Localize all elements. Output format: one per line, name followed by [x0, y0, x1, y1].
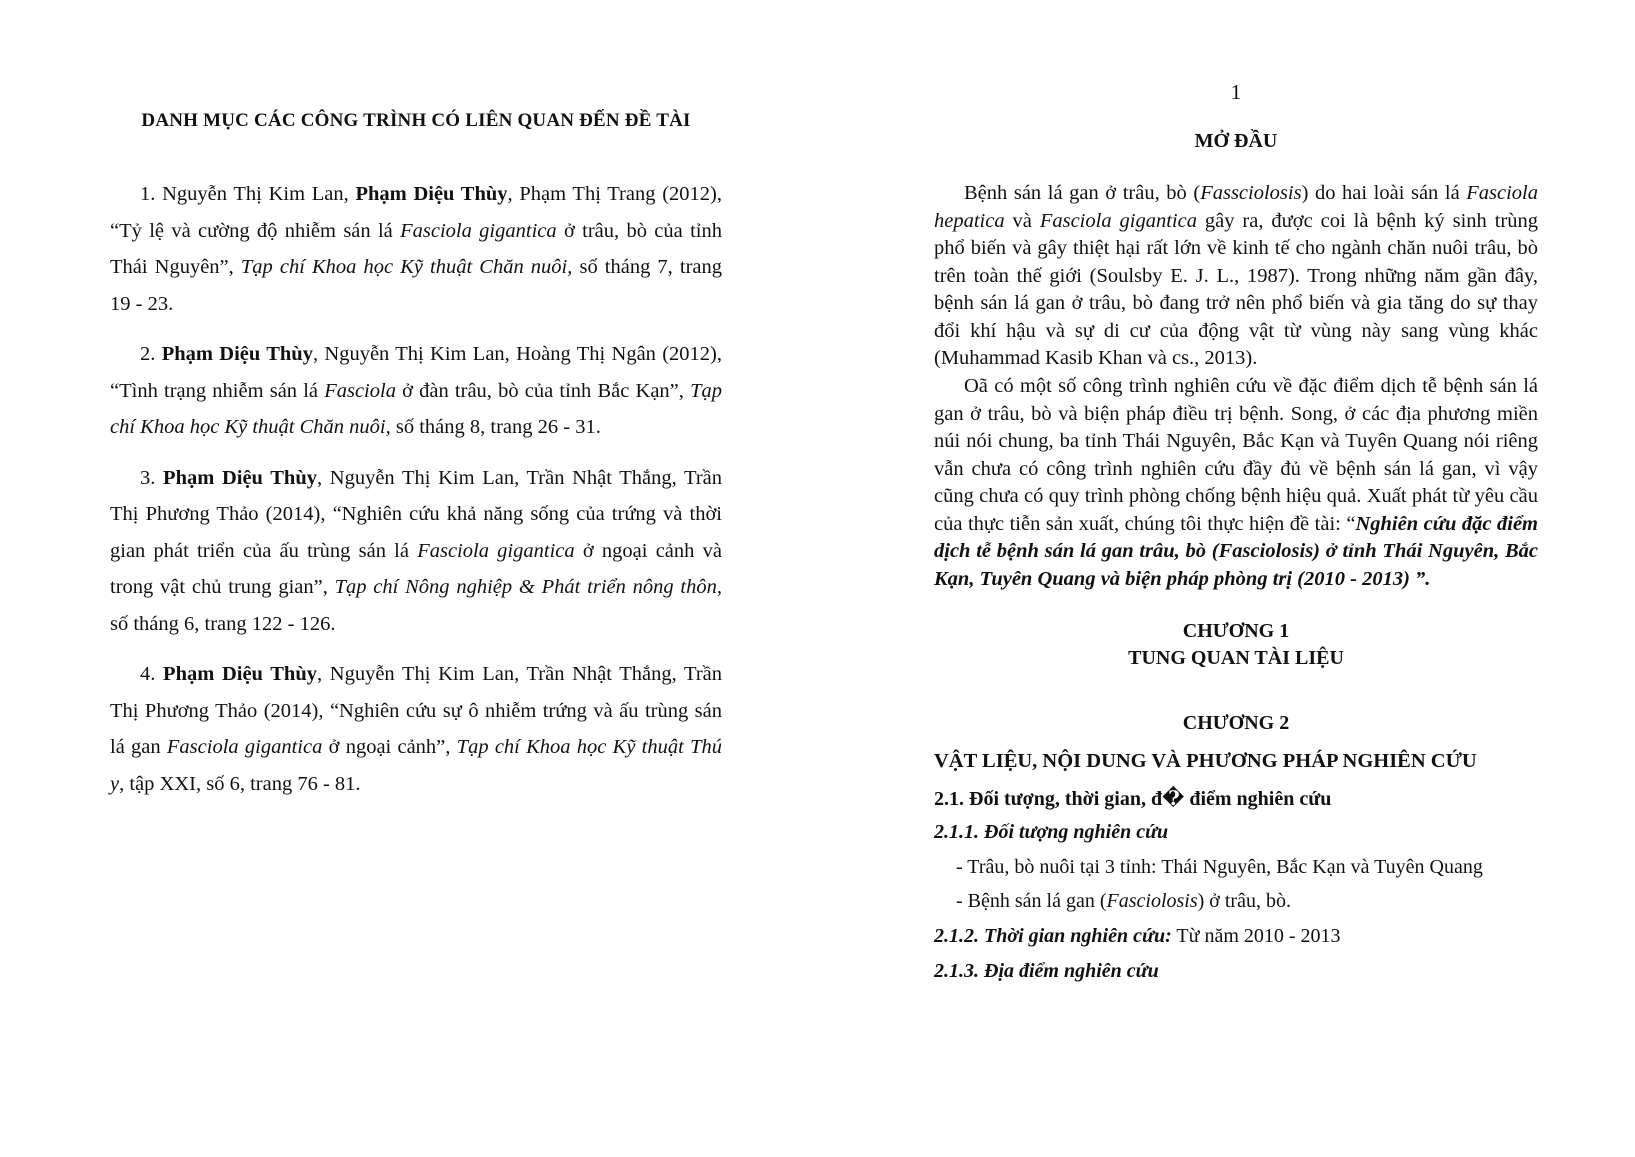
publications-title: DANH MỤC CÁC CÔNG TRÌNH CÓ LIÊN QUAN ĐẾN ĐỀ TÀI — [141, 110, 691, 131]
disease-name: Fasciolosis — [1106, 890, 1198, 912]
section-2-1-3: 2.1.3. Địa điểm nghiên cứu — [934, 960, 1159, 982]
species-name: Fasciola — [324, 379, 396, 402]
author-highlight: Phạm Diệu Thùy — [163, 466, 317, 489]
species-name: Fasciola gigantica — [417, 539, 575, 562]
disease-name: Fassciolosis — [1200, 182, 1302, 204]
journal-name: Tạp chí Nông nghiệp & Phát triển nông thôn — [334, 576, 717, 598]
author-highlight: Phạm Diệu Thùy — [355, 183, 508, 205]
intro-paragraph-2: Oã có một số công trình nghiên cứu về đặc điểm dịch tễ bệnh sán lá gan ở trâu, bò và biện pháp điều trị bệnh. Song, ở các địa phương miền núi nói chung, ba tỉnh Thái Nguyên, Bắc Kạn và Tuyên Quang nói riêng vẫn chưa có công trình nghiên cứu đầy đủ về bệnh sán lá gan, vì vậy cũng chưa có quy trình phòng chống bệnh hiệu quả. Xuất phát từ yêu cầu của thực tiễn sản xuất, chúng tôi thực hiện đề tài: “Nghiên cứu đặc điểm dịch tễ bệnh sán lá gan trâu, bò (Fasciolosis) ở tỉnh Thái Nguyên, Bắc Kạn, Tuyên Quang và biện pháp phòng trị (2010 - 2013) ”. — [934, 375, 1538, 590]
intro-paragraph-1: Bệnh sán lá gan ở trâu, bò (Fassciolosis) do hai loài sán lá Fasciola hepatica và Fasciola gigantica gây ra, được coi là bệnh ký sinh trùng phổ biến và gây thiệt hại rất lớn về kinh tế cho ngành chăn nuôi trâu, bò trên toàn thế giới (Soulsby E. J. L., 1987). Trong những năm gần đây, bệnh sán lá gan ở trâu, bò đang trở nên phổ biến và gia tăng do sự thay đổi khí hậu và sự di cư của động vật từ vùng này sang vùng khác (Muhammad Kasib Khan và cs., 2013). — [934, 182, 1538, 369]
thesis-topic: Nghiên cứu đặc điểm dịch tễ bệnh sán lá gan trâu, bò (Fasciolosis) ở tỉnh Thái Nguyên, Bắc Kạn, Tuyên Quang và biện pháp phòng trị (2010 - 2013) ”. — [934, 512, 1538, 590]
publication-list — [110, 176, 722, 816]
journal-name: Tạp chí Khoa học Kỹ thuật Chăn nuôi, — [240, 256, 573, 278]
chapter-1-label: CHƯƠNG 1 — [1182, 620, 1290, 642]
bullet-item: - Bệnh sán lá gan (Fasciolosis) ở trâu, bò. — [956, 890, 1291, 912]
chapter-1-title: TUNG QUAN TÀI LIỆU — [1128, 647, 1344, 669]
publication-item: 4. Phạm Diệu Thùy, Nguyễn Thị Kim Lan, Trần Nhật Thắng, Trần Thị Phương Thảo (2014), “Nghiên cứu sự ô nhiễm trứng và ấu trùng sán lá gan Fasciola gigantica ở ngoại cảnh”, Tạp chí Khoa học Kỹ thuật Thú y, tập XXI, số 6, trang 76 - 81. — [110, 663, 723, 795]
species-name: Fasciola gigantica — [400, 219, 557, 242]
journal-name: Tạp chí Khoa học Kỹ thuật Thú y — [110, 736, 722, 795]
bullet-item: - Trâu, bò nuôi tại 3 tỉnh: Thái Nguyên, Bắc Kạn và Tuyên Quang — [956, 856, 1483, 878]
author-highlight: Phạm Diệu Thùy — [161, 343, 313, 365]
section-2-1-1: 2.1.1. Đối tượng nghiên cứu — [934, 821, 1169, 843]
publication-item: 1. Nguyễn Thị Kim Lan, Phạm Diệu Thùy, Phạm Thị Trang (2012), “Tỷ lệ và cường độ nhiễm sán lá Fasciola gigantica ở trâu, bò của tỉnh Thái Nguyên”, Tạp chí Khoa học Kỹ thuật Chăn nuôi, số tháng 7, trang 19 - 23. — [110, 183, 722, 315]
page-number: 1 — [1230, 80, 1242, 104]
journal-name: Tạp chí Khoa học Kỹ thuật Chăn nuôi, — [110, 379, 722, 438]
chapter-2-title: VẬT LIỆU, NỘI DUNG VÀ PHƯƠNG PHÁP NGHIÊN CỨU — [934, 750, 1477, 772]
section-2-1: 2.1. Đối tượng, thời gian, đ� điểm nghiên cứu — [934, 788, 1332, 810]
chapter-2-label: CHƯƠNG 2 — [1182, 712, 1290, 734]
species-name: Fasciola gigantica — [1039, 209, 1197, 232]
section-2-1-2: 2.1.2. Thời gian nghiên cứu: Từ năm 2010 - 2013 — [934, 925, 1341, 947]
publication-item: 3. Phạm Diệu Thùy, Nguyễn Thị Kim Lan, Trần Nhật Thắng, Trần Thị Phương Thảo (2014), “Nghiên cứu khả năng sống của trứng và thời gian phát triển của ấu trùng sán lá Fasciola gigantica ở ngoại cảnh và trong vật chủ trung gian”, Tạp chí Nông nghiệp & Phát triển nông thôn, số tháng 6, trang 122 - 126. — [110, 466, 723, 635]
intro-heading: MỞ ĐẦU — [1194, 130, 1278, 152]
species-name: Fasciola gigantica — [166, 736, 323, 758]
author-highlight: Phạm Diệu Thùy — [163, 663, 317, 685]
species-name: Fasciola hepatica — [934, 182, 1538, 232]
publication-item: 2. Phạm Diệu Thùy, Nguyễn Thị Kim Lan, Hoàng Thị Ngân (2012), “Tình trạng nhiễm sán lá Fasciola ở đàn trâu, bò của tỉnh Bắc Kạn”, Tạp chí Khoa học Kỹ thuật Chăn nuôi, số tháng 8, trang 26 - 31. — [110, 343, 723, 438]
